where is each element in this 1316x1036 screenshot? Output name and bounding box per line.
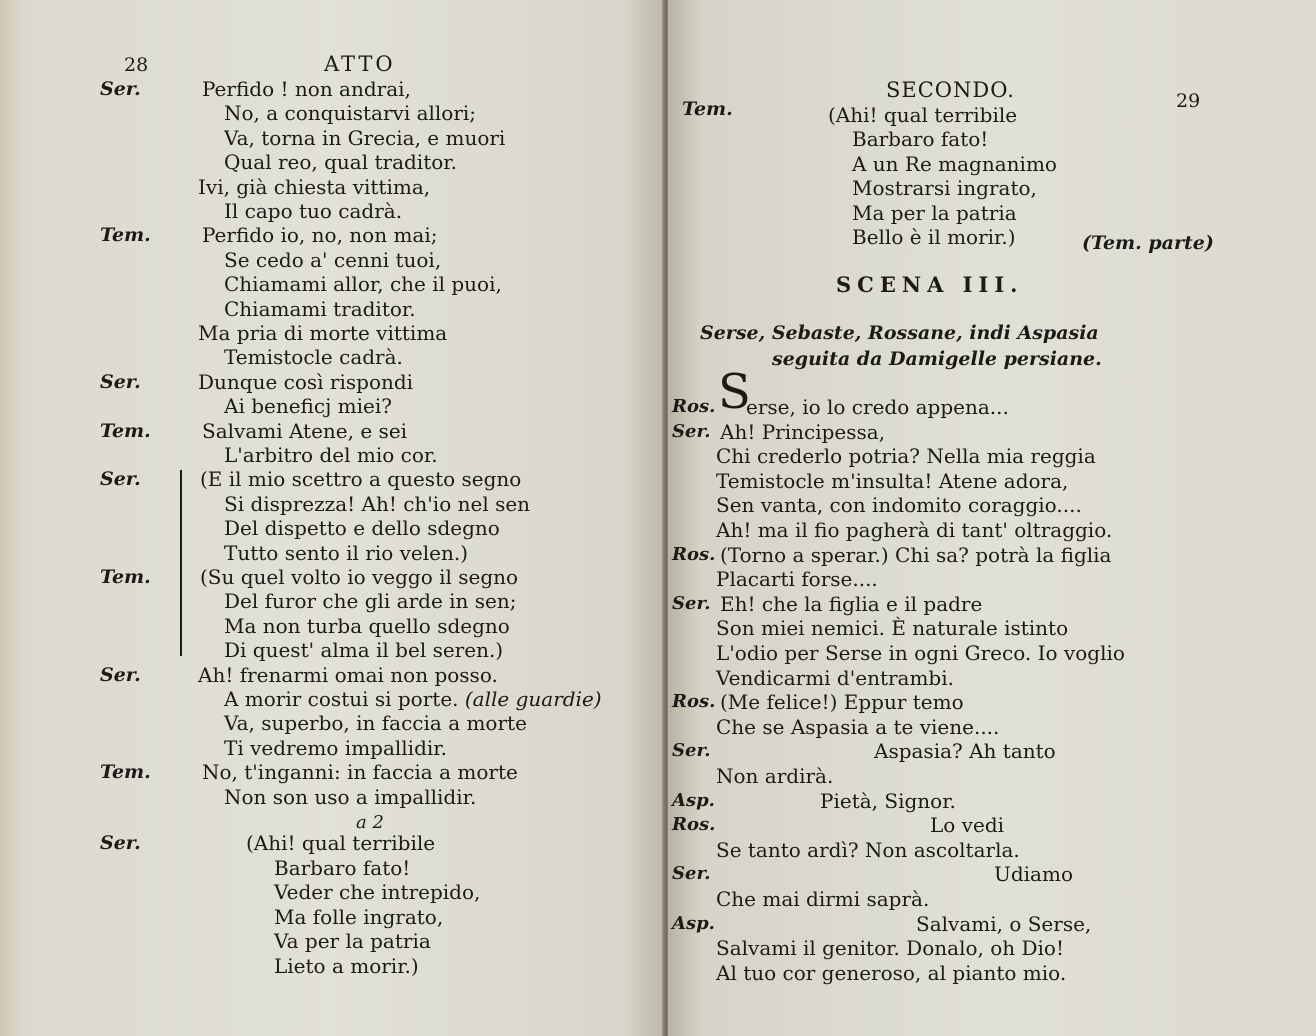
verse-line: Udiamo xyxy=(994,862,1073,887)
running-head: ATTO xyxy=(324,52,396,76)
verse-line: Pietà, Signor. xyxy=(820,788,956,813)
verse-line: Bello è il morir.) xyxy=(852,225,1016,249)
verse-line: Del dispetto e dello sdegno xyxy=(224,516,500,541)
verse-line: Temistocle cadrà. xyxy=(224,345,403,370)
speaker-label: Ros. xyxy=(672,691,716,713)
page-number: 29 xyxy=(1176,90,1201,112)
speaker-label: Tem. xyxy=(100,566,151,588)
verse-line: Ma folle ingrato, xyxy=(274,904,444,929)
verse-line: Qual reo, qual traditor. xyxy=(224,150,457,175)
verse-line: Salvami il genitor. Donalo, oh Dio! xyxy=(716,936,1065,961)
speaker-label: Asp. xyxy=(672,912,715,934)
speaker-label: Ros. xyxy=(672,396,716,417)
verse-line: A morir costui si porte. (alle guardie) xyxy=(224,687,602,711)
verse-line: Mostrarsi ingrato, xyxy=(852,176,1037,201)
speaker-label: Tem. xyxy=(682,98,733,120)
stage-direction: (alle guardie) xyxy=(458,687,602,711)
speaker-label: Ser. xyxy=(100,832,141,854)
verse-line: (E il mio scettro a questo segno xyxy=(200,467,522,492)
verse-line: A un Re magnanimo xyxy=(852,151,1057,176)
verse-line: Perfido io, no, non mai; xyxy=(202,223,438,248)
verse-line: Placarti forse.... xyxy=(716,567,878,592)
stage-direction: (Tem. parte) xyxy=(1082,232,1214,254)
verse-line: Ah! ma il fio pagherà di tant' oltraggio. xyxy=(716,518,1113,542)
speaker-label: Ser. xyxy=(100,370,141,393)
verse-line: Va, superbo, in faccia a morte xyxy=(224,711,527,736)
speaker-label: Asp. xyxy=(672,789,715,811)
verse-line: L'odio per Serse in ogni Greco. Io voglio xyxy=(716,641,1125,665)
verse-line: (Ahi! qual terribile xyxy=(246,831,436,855)
scene-persons-cont: seguita da Damigelle persiane. xyxy=(772,348,1102,370)
verse-line: Aspasia? Ah tanto xyxy=(874,739,1056,764)
verse-line: Chi crederlo potria? Nella mia reggia xyxy=(716,444,1096,469)
verse-line: Se cedo a' cenni tuoi, xyxy=(224,247,442,272)
scene-heading: SCENA III. xyxy=(836,272,1024,297)
running-head: SECONDO. xyxy=(886,78,1015,102)
verse-line: erse, io lo credo appena... xyxy=(746,395,1009,419)
verse-line: No, t'inganni: in faccia a morte xyxy=(202,760,518,785)
speaker-label: Ser. xyxy=(672,592,711,614)
speaker-label: Ros. xyxy=(672,814,716,836)
verse-line: Salvami, o Serse, xyxy=(916,911,1092,936)
verse-line: Perfido ! non andrai, xyxy=(202,77,411,101)
verse-line: Va, torna in Grecia, e muori xyxy=(224,125,506,150)
verse-line: No, a conquistarvi allori; xyxy=(224,101,477,126)
speaker-label: Ros. xyxy=(672,543,716,565)
verse-line: Temistocle m'insulta! Atene adora, xyxy=(716,468,1069,493)
verse-line: Veder che intrepido, xyxy=(274,880,481,905)
verse-line: (Torno a sperar.) Chi sa? potrà la figlia xyxy=(720,542,1112,567)
verse-line: (Ahi! qual terribile xyxy=(828,103,1018,127)
verse-line: Ti vedremo impallidir. xyxy=(224,735,447,760)
verse-line: Dunque così rispondi xyxy=(198,369,414,394)
speaker-label: Ser. xyxy=(672,420,711,442)
speaker-label: Ser. xyxy=(100,78,141,100)
verse-line: Di quest' alma il bel seren.) xyxy=(224,638,504,663)
verse-line: Non ardirà. xyxy=(716,764,834,788)
verse-line: Non son uso a impallidir. xyxy=(224,784,477,809)
a-due-marker: a 2 xyxy=(356,812,384,833)
speaker-label: Tem. xyxy=(100,419,151,442)
verse-line: Eh! che la figlia e il padre xyxy=(720,591,983,616)
verse-line: Va per la patria xyxy=(274,929,431,954)
right-page xyxy=(668,0,1316,1036)
verse-line: Del furor che gli arde in sen; xyxy=(224,589,517,614)
verse-line: (Me felice!) Eppur temo xyxy=(720,690,964,715)
speaker-label: Tem. xyxy=(100,224,151,247)
verse-line: Il capo tuo cadrà. xyxy=(224,199,403,223)
speaker-label: Ser. xyxy=(100,663,141,686)
verse-line: Son miei nemici. È naturale istinto xyxy=(716,616,1069,641)
verse-line: Ivi, già chiesta vittima, xyxy=(198,174,431,199)
verse-line: Chiamami traditor. xyxy=(224,296,416,321)
speaker-label: Tem. xyxy=(100,761,151,784)
verse-line: Si disprezza! Ah! ch'io nel sen xyxy=(224,491,531,516)
duet-brace xyxy=(180,470,182,656)
page-number: 28 xyxy=(124,54,149,76)
scene-persons: Serse, Sebaste, Rossane, indi Aspasia xyxy=(700,322,1099,344)
verse-line: Salvami Atene, e sei xyxy=(202,418,408,443)
verse-line: Vendicarmi d'entrambi. xyxy=(716,665,954,690)
verse-line: Tutto sento il rio velen.) xyxy=(224,540,469,565)
speaker-label: Ser. xyxy=(672,740,711,762)
verse-line: Che mai dirmi saprà. xyxy=(716,887,930,911)
verse-line: Barbaro fato! xyxy=(274,855,411,880)
verse-line: Lo vedi xyxy=(930,813,1005,838)
drop-cap: S xyxy=(718,364,751,420)
verse-line: Ah! Principessa, xyxy=(720,419,886,444)
verse-line: Sen vanta, con indomito coraggio.... xyxy=(716,493,1082,518)
verse-line: Che se Aspasia a te viene.... xyxy=(716,714,1000,739)
verse-line: (Su quel volto io veggo il segno xyxy=(200,565,519,589)
verse-line: Ah! frenarmi omai non posso. xyxy=(198,662,498,687)
verse-line: Ma per la patria xyxy=(852,200,1017,225)
verse-line: Se tanto ardì? Non ascoltarla. xyxy=(716,837,1020,862)
verse-line: Ma pria di morte vittima xyxy=(198,321,448,345)
verse-line: Chiamami allor, che il puoi, xyxy=(224,272,502,297)
verse-line: Barbaro fato! xyxy=(852,127,989,152)
verse-line: Al tuo cor generoso, al pianto mio. xyxy=(716,960,1067,985)
verse-line: Lieto a morir.) xyxy=(274,954,419,978)
speaker-label: Ser. xyxy=(100,468,141,491)
speaker-label: Ser. xyxy=(672,863,711,885)
verse-line: L'arbitro del mio cor. xyxy=(224,443,438,467)
verse-line: Ma non turba quello sdegno xyxy=(224,613,510,638)
verse-line: Ai beneficj miei? xyxy=(224,394,392,419)
